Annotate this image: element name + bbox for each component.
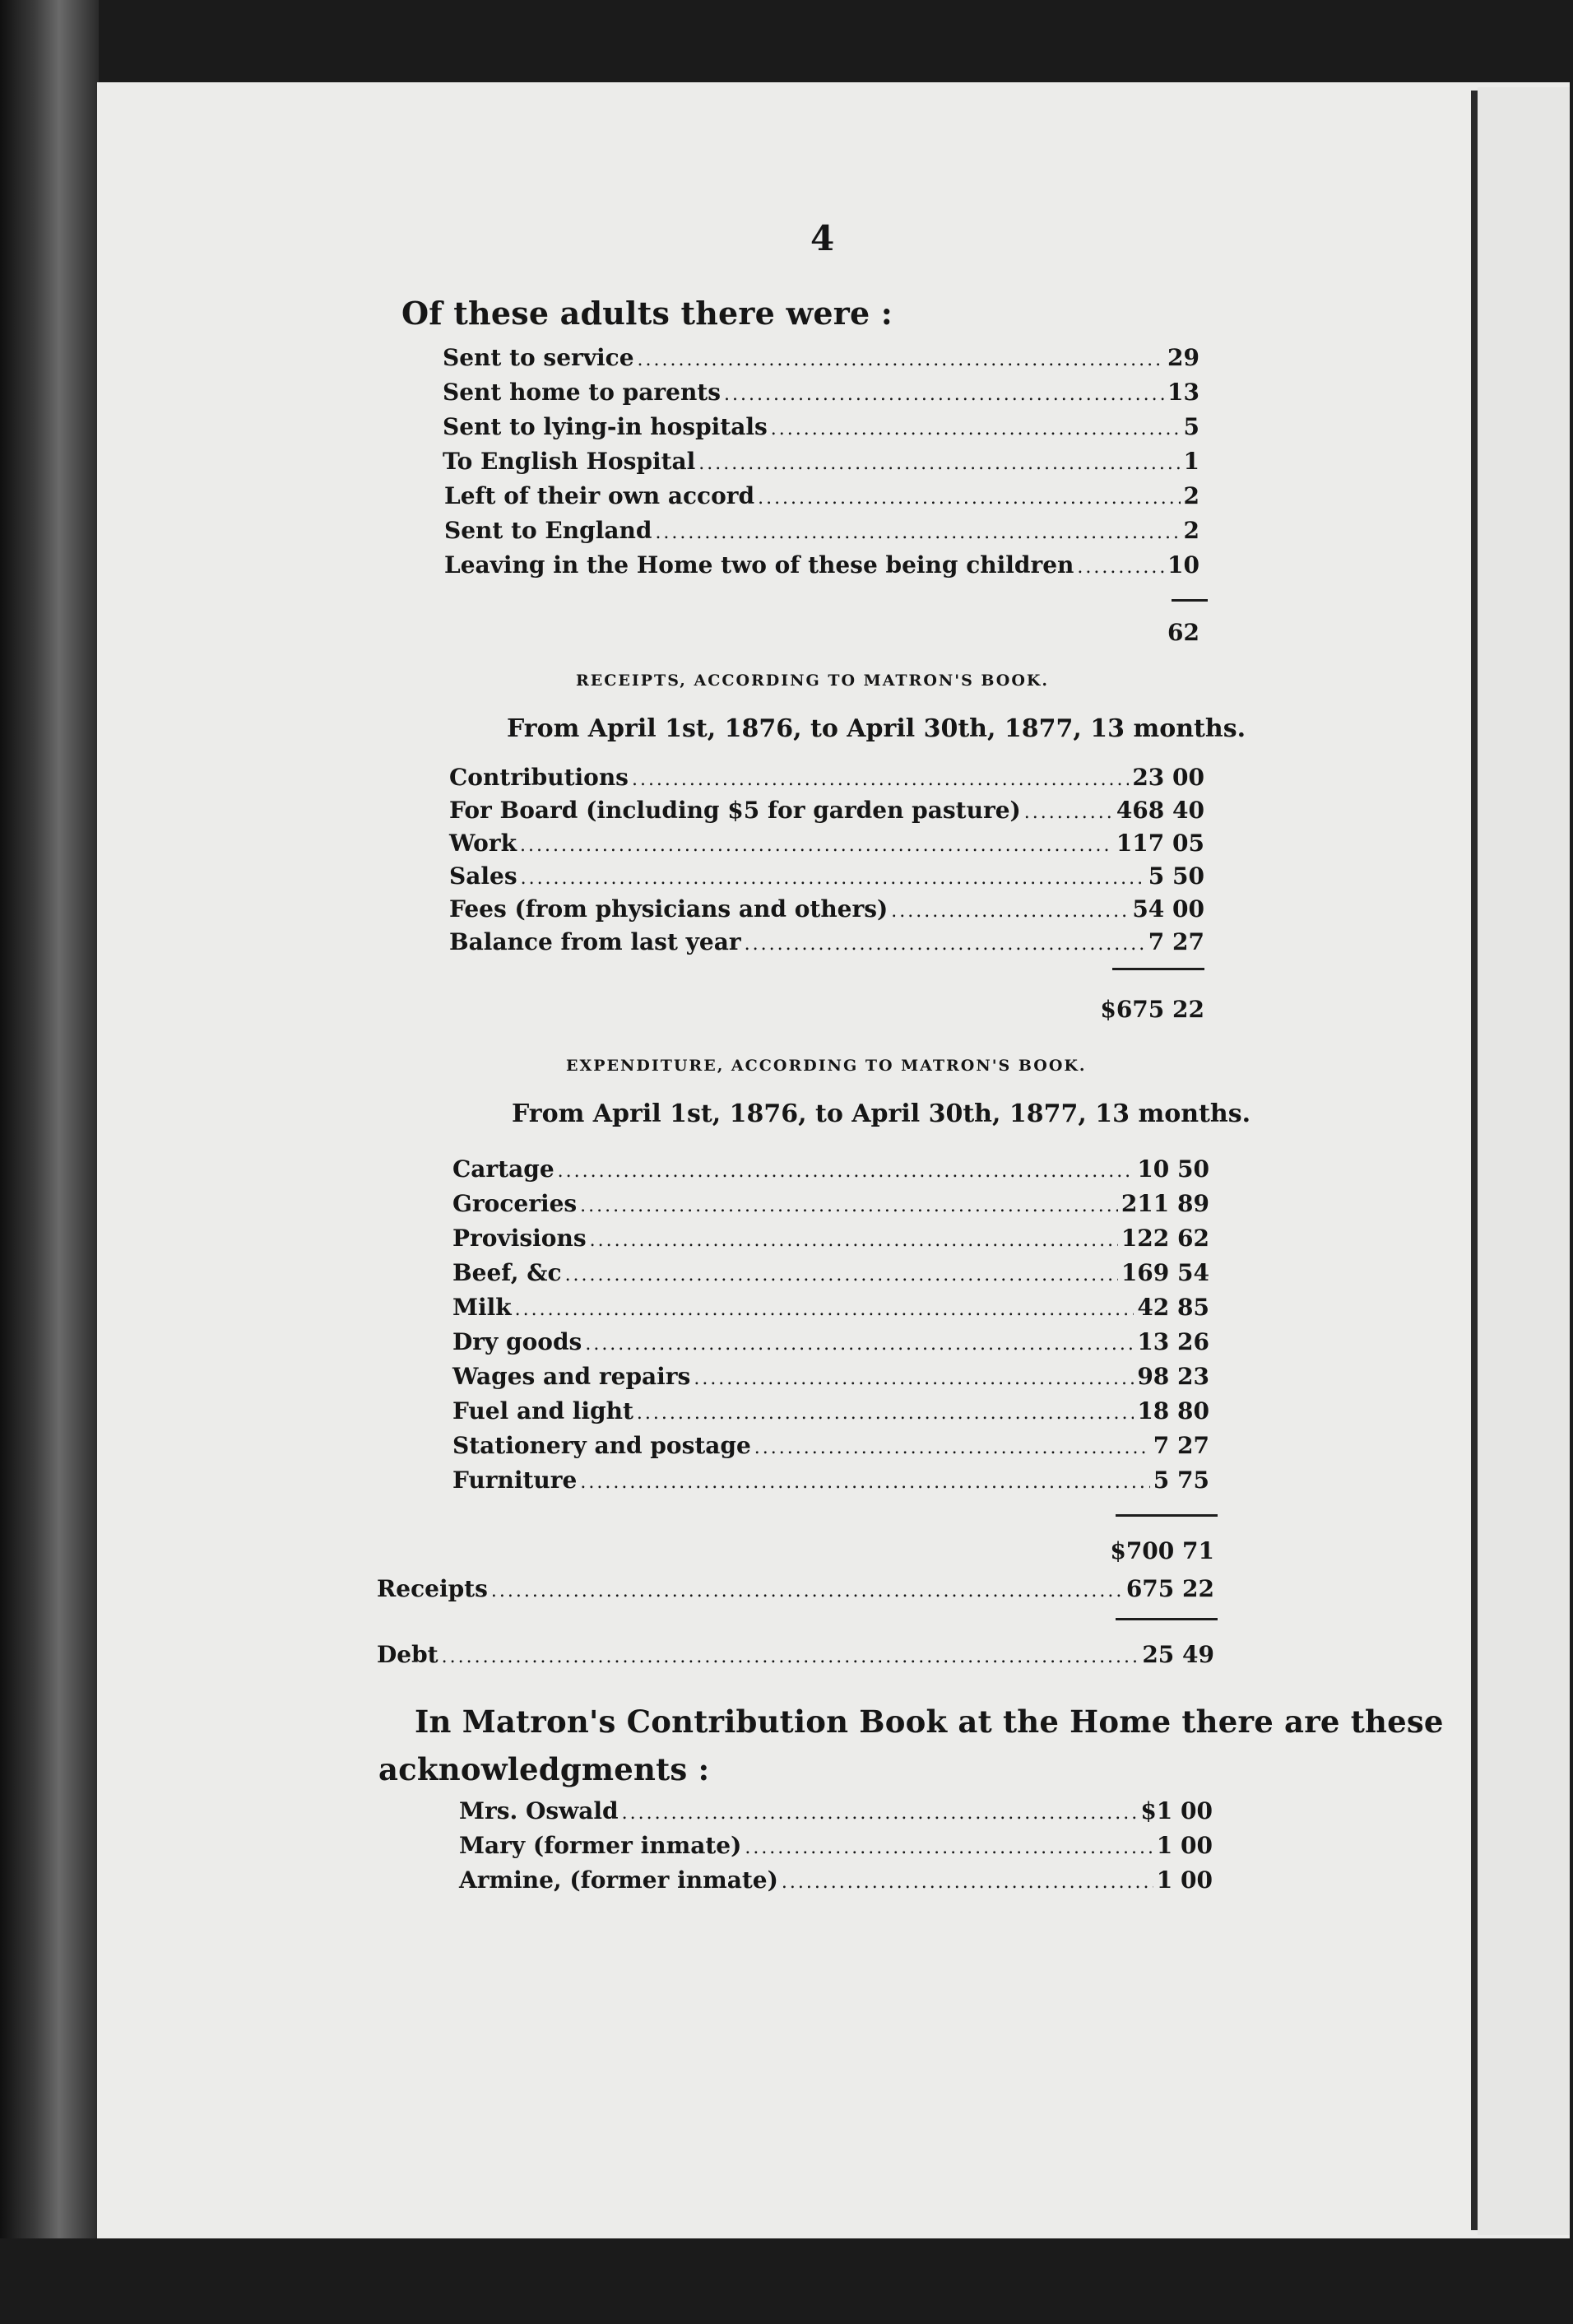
list-item: [452, 1190, 1209, 1217]
list-item: [444, 482, 1199, 509]
item-amount: 23 00: [1132, 764, 1204, 791]
item-value: 29: [1167, 344, 1199, 371]
leader-dots: [585, 1334, 1134, 1355]
list-item: [449, 928, 1204, 955]
item-label: Sent to lying-in hospitals: [443, 413, 768, 440]
item-label: Stationery and postage: [452, 1432, 751, 1459]
sum-rule: [1172, 599, 1208, 602]
item-label: Cartage: [452, 1155, 554, 1183]
receipts-period: From April 1st, 1876, to April 30th, 1877, 13 months.: [507, 714, 1246, 743]
item-label: Sent home to parents: [443, 379, 721, 406]
leader-dots: [698, 453, 1180, 474]
leader-dots: [637, 1403, 1134, 1424]
list-item: [443, 448, 1199, 475]
debt-line: [377, 1641, 1214, 1668]
item-value: 5: [1183, 413, 1199, 440]
list-item: [459, 1832, 1213, 1859]
receipts-title: RECEIPTS, ACCORDING TO MATRON'S BOOK.: [576, 672, 1050, 690]
list-item: [459, 1797, 1213, 1824]
sum-rule: [1116, 1618, 1218, 1620]
item-label: Fuel and light: [452, 1397, 633, 1425]
expenditure-title: EXPENDITURE, ACCORDING TO MATRON'S BOOK.: [566, 1057, 1087, 1075]
receipts-total: $675 22: [1100, 996, 1204, 1023]
book-binding-edge: [0, 0, 99, 2324]
leader-dots: [694, 1369, 1134, 1389]
list-item: [452, 1328, 1209, 1355]
item-amount: 169 54: [1121, 1259, 1209, 1286]
leader-dots: [442, 1647, 1139, 1667]
list-item: [449, 895, 1204, 923]
item-amount: 1 00: [1156, 1866, 1213, 1894]
item-amount: $1 00: [1140, 1797, 1213, 1824]
item-amount: 54 00: [1132, 895, 1204, 923]
list-item: [444, 551, 1199, 579]
item-amount: 211 89: [1121, 1190, 1209, 1217]
receipts-label: Receipts: [377, 1575, 488, 1602]
adults-total: 62: [1167, 619, 1199, 646]
list-item: [452, 1225, 1209, 1252]
item-value: 1: [1183, 448, 1199, 475]
adults-heading: Of these adults there were :: [401, 295, 893, 332]
item-label: Beef, &c: [452, 1259, 562, 1286]
list-item: [452, 1466, 1209, 1494]
page-number: 4: [810, 218, 835, 258]
item-label: Left of their own accord: [444, 482, 755, 509]
contribution-book-heading: In Matron's Contribution Book at the Home there are these: [415, 1703, 1444, 1740]
item-value: 2: [1183, 482, 1199, 509]
leader-dots: [521, 868, 1145, 889]
item-label: Provisions: [452, 1225, 587, 1252]
sum-rule: [1116, 1514, 1218, 1517]
item-label: For Board (including $5 for garden pasture): [449, 797, 1021, 824]
expenditure-total: $700 71: [1110, 1537, 1214, 1564]
item-amount: 42 85: [1137, 1294, 1209, 1321]
list-item: [444, 517, 1199, 544]
leader-dots: [758, 488, 1180, 509]
item-label: Armine, (former inmate): [459, 1866, 778, 1894]
item-amount: 1 00: [1156, 1832, 1213, 1859]
item-value: 13: [1167, 379, 1199, 406]
item-amount: 18 80: [1137, 1397, 1209, 1425]
leader-dots: [491, 1581, 1123, 1601]
item-label: Sent to service: [443, 344, 634, 371]
list-item: [452, 1363, 1209, 1390]
debt-label: Debt: [377, 1641, 438, 1668]
list-item: [449, 862, 1204, 890]
list-item: [443, 379, 1199, 406]
receipts-line: [377, 1575, 1214, 1602]
leader-dots: [638, 350, 1165, 370]
list-item: [452, 1259, 1209, 1286]
leader-dots: [632, 769, 1129, 790]
debt-amount: 25 49: [1142, 1641, 1214, 1668]
item-label: Mary (former inmate): [459, 1832, 742, 1859]
leader-dots: [580, 1472, 1149, 1493]
item-amount: 98 23: [1137, 1363, 1209, 1390]
scan-background: [0, 2238, 1573, 2324]
list-item: [449, 764, 1204, 791]
item-label: Wages and repairs: [452, 1363, 691, 1390]
item-amount: 7 27: [1148, 928, 1204, 955]
list-item: [443, 413, 1199, 440]
leader-dots: [622, 1803, 1138, 1824]
item-label: Leaving in the Home two of these being children: [444, 551, 1074, 579]
leader-dots: [1077, 557, 1164, 578]
item-label: Dry goods: [452, 1328, 582, 1355]
list-item: [452, 1155, 1209, 1183]
leader-dots: [771, 419, 1181, 439]
item-amount: 122 62: [1121, 1225, 1209, 1252]
item-label: Balance from last year: [449, 928, 741, 955]
receipts-amount: 675 22: [1125, 1575, 1214, 1602]
leader-dots: [745, 934, 1145, 955]
leader-dots: [782, 1872, 1153, 1893]
list-item: [459, 1866, 1213, 1894]
facing-page-edge: [1478, 87, 1570, 2235]
item-label: To English Hospital: [443, 448, 696, 475]
list-item: [449, 830, 1204, 857]
item-label: Work: [449, 830, 517, 857]
leader-dots: [565, 1265, 1118, 1285]
item-label: Sent to England: [444, 517, 652, 544]
leader-dots: [655, 523, 1180, 543]
list-item: [452, 1397, 1209, 1425]
list-item: [449, 797, 1204, 824]
leader-dots: [754, 1438, 1150, 1458]
item-amount: 5 50: [1148, 862, 1204, 890]
item-label: Contributions: [449, 764, 629, 791]
item-label: Mrs. Oswald: [459, 1797, 619, 1824]
leader-dots: [558, 1161, 1135, 1182]
list-item: [443, 344, 1199, 371]
expenditure-period: From April 1st, 1876, to April 30th, 1877, 13 months.: [512, 1099, 1251, 1128]
leader-dots: [891, 901, 1129, 922]
leader-dots: [515, 1299, 1135, 1320]
item-amount: 468 40: [1116, 797, 1204, 824]
leader-dots: [745, 1838, 1153, 1858]
item-amount: 10 50: [1137, 1155, 1209, 1183]
leader-dots: [724, 384, 1164, 405]
item-amount: 5 75: [1153, 1466, 1209, 1494]
item-label: Fees (from physicians and others): [449, 895, 889, 923]
item-label: Milk: [452, 1294, 512, 1321]
item-amount: 13 26: [1137, 1328, 1209, 1355]
item-value: 10: [1167, 551, 1199, 579]
item-amount: 7 27: [1153, 1432, 1209, 1459]
item-value: 2: [1183, 517, 1199, 544]
leader-dots: [590, 1230, 1118, 1251]
leader-dots: [1024, 802, 1113, 823]
item-label: Furniture: [452, 1466, 578, 1494]
list-item: [452, 1294, 1209, 1321]
item-label: Groceries: [452, 1190, 578, 1217]
item-amount: 117 05: [1116, 830, 1204, 857]
list-item: [452, 1432, 1209, 1459]
leader-dots: [580, 1196, 1118, 1216]
page-gutter: [1471, 91, 1478, 2230]
item-label: Sales: [449, 862, 517, 890]
sum-rule: [1112, 968, 1204, 970]
contribution-book-heading-cont: acknowledgments :: [378, 1751, 710, 1787]
leader-dots: [520, 835, 1113, 856]
